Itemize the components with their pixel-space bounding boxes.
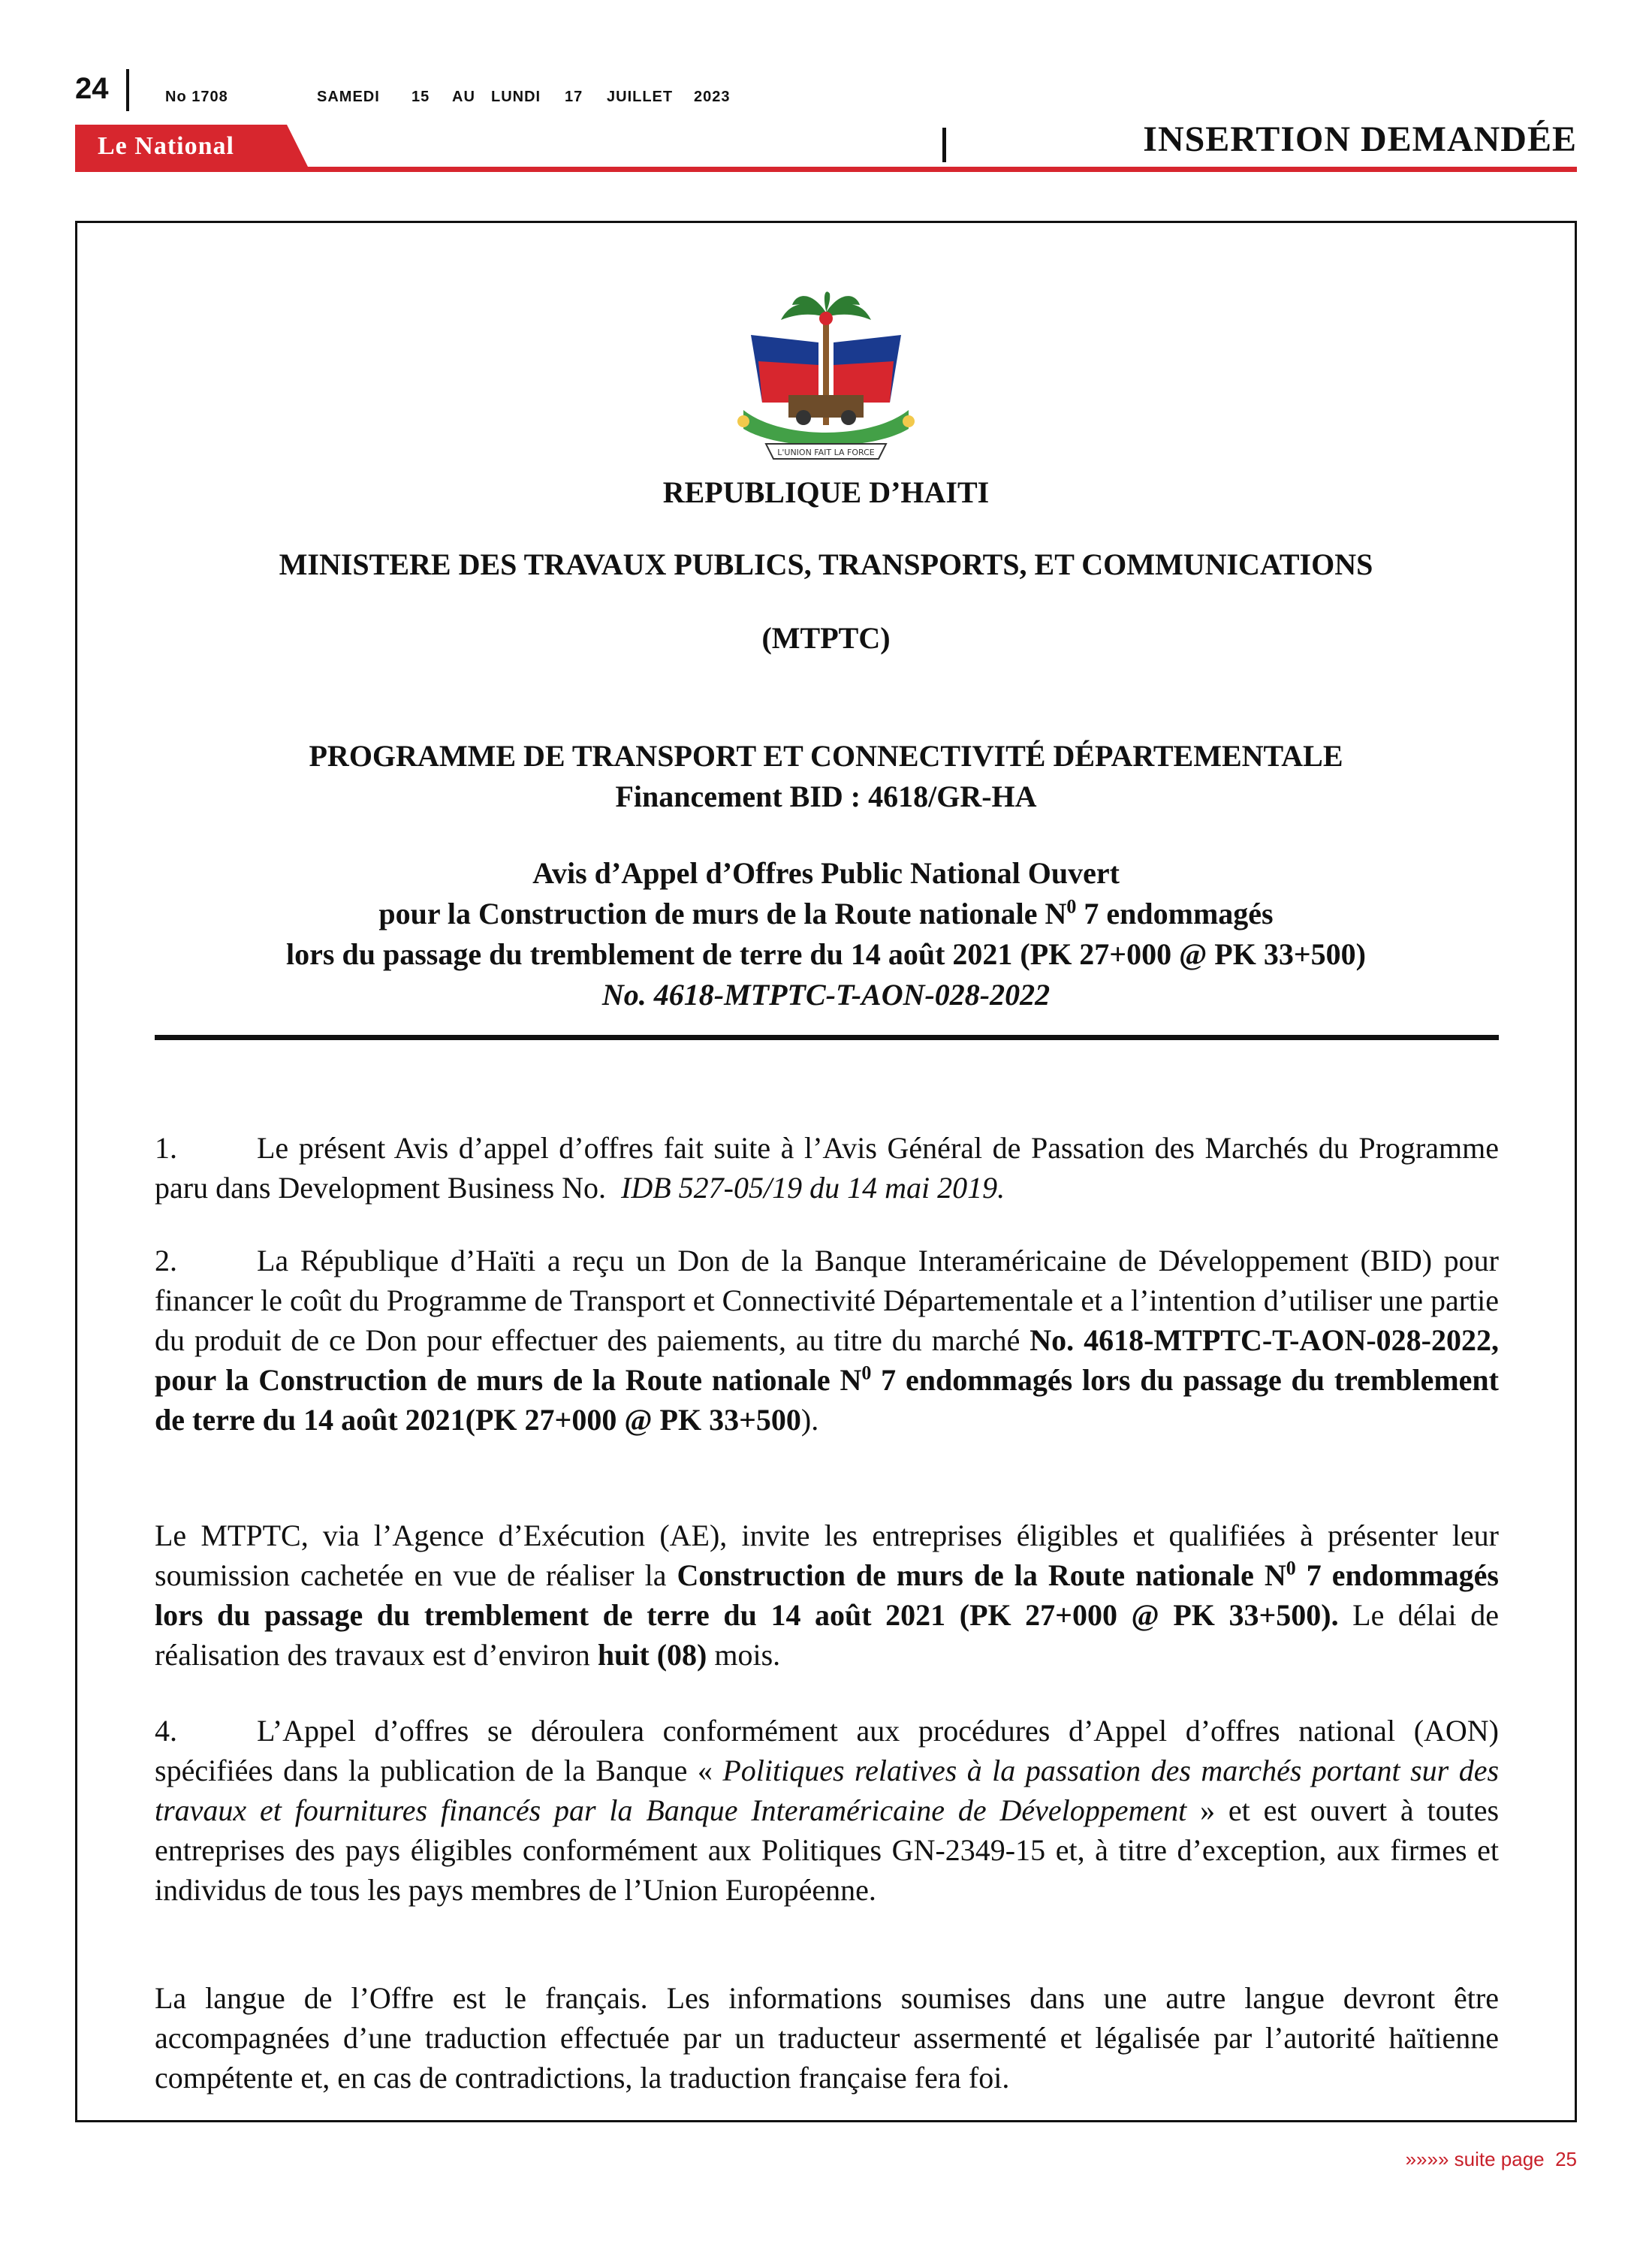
paragraph-4-number: 4. [155,1714,177,1748]
date-day2-num: 17 [565,89,583,105]
title-rule [155,1035,1499,1040]
date-month: JUILLET [607,89,674,105]
paragraph-2-number: 2. [155,1244,177,1277]
paragraph-1-reference: IDB 527-05/19 du 14 mai 2019. [621,1171,1005,1205]
paragraph-4 [155,1711,1499,1910]
tender-title-line-2 [75,894,1577,934]
tender-title-line-2-end: 7 endommagés [1076,897,1274,930]
tender-title-line-1: Avis d’Appel d’Offres Public National Ouvert [532,856,1120,890]
date-day-num: 15 [411,89,430,105]
paragraph-2-text: La République d’Haïti a reçu un Don de la Banque Interaméricaine de Développement (BID) pour financer le coût du Programme de Transport et Connectivité Départementale et a l’intention d’utiliser une partie du produit de ce Don pour effectuer des paiements, au titre du marché [155,1244,1499,1357]
ministry-title: MINISTERE DES TRAVAUX PUBLICS, TRANSPORTS, ET COMMUNICATIONS [279,547,1373,581]
section-title: INSERTION DEMANDÉE [1143,119,1577,159]
paragraph-3-bold-a: Construction de murs de la Route nationale N [677,1558,1286,1592]
tender-title-block [75,853,1577,1015]
paragraph-3-text-2: Le délai de réalisation des travaux est d’environ [155,1598,1499,1672]
date-day2: LUNDI [491,89,541,105]
paragraph-2-bold-b: 7 endommagés lors du passage du tremblement de terre du 14 août 2021(PK 27+000 @ PK 33+500 [155,1363,1500,1437]
paragraph-3-bold-b: 7 endommagés lors du passage du tremblement de terre du 14 août 2021 (PK 27+000 @ PK 33+500). [155,1558,1499,1632]
paragraph-4-text-2: » et est ouvert à toutes entreprises des pays éligibles conformément aux Politiques GN-2349-15 et, à titre d’exception, aux firmes et individus de tous les pays membres de l’Union Européenne. [155,1793,1500,1907]
tender-title-line-3: lors du passage du tremblement de terre du 14 août 2021 (PK 27+000 @ PK 33+500) [286,937,1366,971]
tender-title-line-2-text: pour la Construction de murs de la Route nationale N [378,897,1067,930]
paragraph-4-text: L’Appel d’offres se déroulera conformément aux procédures d’Appel d’offres national (AON) spécifiées dans la publication de la Banque « [155,1714,1499,1787]
financing-line: Financement BID : 4618/GR-HA [615,780,1037,813]
paragraph-2 [155,1241,1499,1440]
haiti-coat-of-arms-icon [698,290,954,463]
paragraph-5: La langue de l’Offre est le français. Les informations soumises dans une autre langue devront être accompagnées d’une traduction effectuée par un traducteur assermenté et légalisée par l’autorité haïtienne compétente et, en cas de contradictions, la traduction française fera foi. [155,1981,1499,2095]
paragraph-3-sup: 0 [1286,1557,1296,1579]
continued-note [1406,2148,1577,2171]
paragraph-2-end: ). [800,1403,819,1437]
paragraph-4-policy-title: Politiques relatives à la passation des marchés portant sur des travaux et fournitures financés par la Banque Interaméricaine de Développement [155,1754,1500,1827]
tender-reference: No. 4618-MTPTC-T-AON-028-2022 [601,978,1051,1012]
programme-block [75,736,1577,817]
page-number: 24 [75,72,109,105]
header-rule [75,167,1577,172]
paragraph-3-text: Le MTPTC, via l’Agence d’Exécution (AE), invite les entreprises éligibles et qualifiées à présenter leur soumission cachetée en vue de réaliser la [155,1519,1499,1592]
continued-label: »»»» suite page [1405,2148,1545,2170]
page-number-divider [126,69,129,111]
paragraph-2-bold-a: No. 4618-MTPTC-T-AON-028-2022, pour la Construction de murs de la Route nationale N [155,1323,1500,1397]
paragraph-3-duration: huit (08) [597,1638,707,1672]
paragraph-1-number: 1. [155,1131,177,1165]
continued-page: 25 [1555,2148,1577,2170]
republic-title: REPUBLIQUE D’HAITI [662,475,990,509]
newspaper-logo: Le National [98,132,234,160]
ministry-abbreviation: (MTPTC) [761,621,891,655]
date-au: AU [452,89,475,105]
programme-title: PROGRAMME DE TRANSPORT ET CONNECTIVITÉ DÉPARTEMENTALE [309,739,1343,773]
paragraph-1 [155,1128,1499,1208]
paragraph-3-end: mois. [714,1638,781,1672]
date-year: 2023 [694,89,731,105]
tender-title-line-2-sup: 0 [1066,895,1077,918]
paragraph-3 [155,1516,1499,1675]
issue-number: No 1708 [165,89,228,105]
paragraph-2-sup: 0 [861,1362,872,1384]
date-day: SAMEDI [317,89,380,105]
svg-text:L'UNION FAIT LA FORCE: L'UNION FAIT LA FORCE [777,448,875,457]
header-divider [942,128,946,162]
paragraph-1-text: Le présent Avis d’appel d’offres fait suite à l’Avis Général de Passation des Marchés du Programme paru dans Development Business No. [155,1131,1499,1205]
